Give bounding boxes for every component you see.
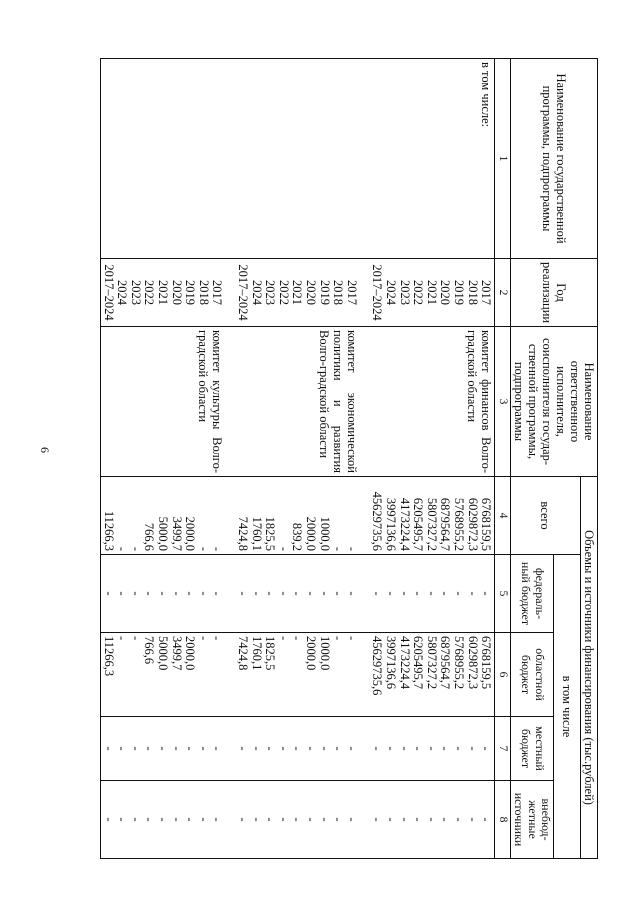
amount-value: 2000,0 [183, 516, 198, 551]
local-column [100, 717, 494, 781]
group-separator [359, 558, 371, 629]
amount-value: - [101, 746, 116, 751]
year-value: 2022 [276, 280, 291, 305]
year-value: 2023 [397, 280, 412, 305]
amount-value: - [183, 817, 198, 822]
amount-value: 2000,0 [304, 516, 318, 551]
amount-value: - [317, 746, 332, 751]
amount-value: 4173224,4 [397, 636, 412, 690]
group-separator [224, 480, 236, 551]
amount-value: 839,2 [290, 522, 305, 551]
amount-value: - [142, 817, 157, 822]
amount-value: - [317, 591, 332, 596]
amount-value: - [344, 746, 359, 751]
amount-value: - [210, 591, 225, 596]
amount-value: - [438, 591, 453, 596]
amount-value: - [383, 746, 398, 751]
amount-value: - [370, 591, 385, 596]
column-number: 3 [495, 327, 511, 477]
group-separator [224, 558, 236, 629]
amount-value: - [397, 591, 412, 596]
year-value: 2017 [479, 280, 494, 305]
amount-value: 1000,0 [317, 516, 332, 551]
group-separator [359, 330, 371, 473]
amount-value: - [344, 546, 359, 551]
amount-value: - [196, 546, 211, 551]
amount-value: - [115, 746, 130, 751]
group-separator [224, 636, 236, 713]
year-value: 2018 [196, 280, 211, 305]
amount-value: - [210, 817, 225, 822]
header-local: местный бюджет [511, 717, 554, 781]
amount-value: 1000,0 [317, 636, 332, 671]
header-program: Наименование государственной программы, подпрограммы [511, 59, 598, 259]
amount-value: 3997136,6 [383, 636, 398, 690]
group-separator [359, 480, 371, 551]
amount-value: - [196, 636, 211, 641]
column-number: 5 [495, 555, 511, 633]
group-separator [224, 262, 236, 323]
amount-value: - [438, 817, 453, 822]
amount-value: - [101, 591, 116, 596]
group-0-federal [371, 558, 493, 629]
amount-value: - [276, 746, 291, 751]
amount-value: - [263, 817, 278, 822]
total-column [100, 477, 494, 555]
amount-value: - [424, 817, 439, 822]
year-value: 2018 [465, 280, 480, 305]
amount-value: - [236, 817, 251, 822]
amount-value: - [331, 546, 346, 551]
amount-value: - [411, 746, 426, 751]
amount-value: - [128, 746, 143, 751]
year-value: 2021 [290, 280, 305, 305]
year-value: 2018 [331, 280, 346, 305]
group-2-federal [102, 558, 224, 629]
amount-value: - [196, 817, 211, 822]
amount-value: - [411, 591, 426, 596]
group-0-total [371, 480, 493, 551]
amount-value: - [290, 746, 305, 751]
year-value: 2023 [263, 280, 278, 305]
amount-value: 6879564,7 [438, 636, 453, 690]
group-separator [359, 262, 371, 323]
amount-value: - [344, 591, 359, 596]
year-value: 2021 [156, 280, 171, 305]
extra-column [100, 781, 494, 859]
group-1-local [236, 720, 358, 777]
group-2-total [102, 480, 224, 551]
amount-value: 5807327,2 [424, 636, 439, 690]
executor-column [100, 327, 494, 477]
amount-value: 6768159,5 [479, 497, 494, 551]
amount-value: - [128, 546, 143, 551]
year-value: 2024 [249, 280, 264, 305]
amount-value: - [344, 636, 359, 641]
amount-value: - [115, 546, 130, 551]
year-value: 2021 [424, 280, 439, 305]
amount-value: - [263, 746, 278, 751]
amount-value: - [115, 636, 130, 641]
rotated-page-content [101, 58, 598, 858]
amount-value: - [128, 817, 143, 822]
year-value: 2020 [438, 280, 453, 305]
amount-value: - [424, 591, 439, 596]
amount-value: - [479, 591, 494, 596]
header-total: всего [511, 477, 581, 555]
year-value: 2017–2024 [101, 264, 116, 321]
amount-value: 11266,3 [101, 636, 116, 677]
regional-column [100, 633, 494, 717]
header-federal: федераль-ный бюджет [511, 555, 554, 633]
amount-value: 5000,0 [156, 636, 171, 671]
amount-value: 7424,8 [236, 516, 251, 551]
amount-value: - [156, 591, 171, 596]
year-column [100, 259, 494, 327]
header-year: Год реализации [511, 259, 598, 327]
amount-value: 3499,7 [169, 636, 184, 671]
amount-value: 3997136,6 [383, 497, 398, 551]
amount-value: - [411, 817, 426, 822]
amount-value: - [370, 817, 385, 822]
group-1-executor: комитет экономической политики и развития Волго-градской области [316, 330, 359, 473]
amount-value: - [451, 746, 466, 751]
year-value: 2017–2024 [236, 264, 251, 321]
column-number: 8 [495, 781, 511, 859]
amount-value: 45629735,6 [370, 491, 385, 551]
group-2-local [102, 720, 224, 777]
amount-value: - [183, 746, 198, 751]
group-0-years [371, 262, 493, 323]
amount-value: - [344, 817, 359, 822]
amount-value: - [156, 817, 171, 822]
column-number: 1 [495, 59, 511, 259]
group-separator [359, 720, 371, 777]
amount-value: - [331, 636, 346, 641]
amount-value: - [451, 591, 466, 596]
amount-value: - [276, 636, 291, 641]
header-including: в том числе [554, 555, 581, 859]
year-value: 2019 [183, 280, 198, 305]
group-0-executor: комитет финансов Волго-градской области [465, 330, 494, 473]
year-value: 2024 [383, 280, 398, 305]
amount-value: 1760,1 [249, 636, 264, 671]
amount-value: - [169, 746, 184, 751]
page-number: 6 [38, 447, 52, 453]
amount-value: - [397, 817, 412, 822]
amount-value: 5768955,2 [451, 636, 466, 690]
program-cell [100, 59, 494, 259]
amount-value: 2000,0 [183, 636, 198, 671]
amount-value: - [115, 817, 130, 822]
group-1-years [236, 262, 358, 323]
amount-value: 2000,0 [304, 636, 318, 671]
amount-value: - [331, 591, 346, 596]
amount-value: - [249, 746, 264, 751]
column-number: 2 [495, 259, 511, 327]
amount-value: - [290, 817, 305, 822]
amount-value: - [169, 817, 184, 822]
amount-value: - [397, 746, 412, 751]
amount-value: - [465, 817, 480, 822]
group-1-federal [236, 558, 358, 629]
amount-value: 1825,5 [263, 636, 278, 671]
amount-value: - [169, 591, 184, 596]
amount-value: - [331, 817, 346, 822]
federal-column [100, 555, 494, 633]
amount-value: - [424, 746, 439, 751]
amount-value: - [438, 746, 453, 751]
amount-value: - [128, 591, 143, 596]
amount-value: - [370, 746, 385, 751]
amount-value: 4173224,4 [397, 497, 412, 551]
year-value: 2019 [317, 280, 332, 305]
amount-value: - [451, 817, 466, 822]
year-value: 2019 [451, 280, 466, 305]
header-regional: областной бюджет [511, 633, 554, 717]
group-separator [359, 784, 371, 855]
amount-value: - [276, 591, 291, 596]
year-value: 2017 [344, 280, 359, 305]
group-separator [224, 720, 236, 777]
amount-value: 11266,3 [101, 510, 116, 551]
amount-value: - [304, 746, 318, 751]
group-0-local [371, 720, 493, 777]
amount-value: 1760,1 [249, 516, 264, 551]
amount-value: - [210, 746, 225, 751]
amount-value: - [479, 746, 494, 751]
column-number: 7 [495, 717, 511, 781]
group-separator [359, 636, 371, 713]
amount-value: - [304, 591, 318, 596]
amount-value: 6879564,7 [438, 497, 453, 551]
header-extra: внебюд-жетные источники [511, 781, 554, 859]
amount-value: - [236, 746, 251, 751]
amount-value: - [210, 636, 225, 641]
amount-value: 766,6 [142, 522, 157, 551]
year-value: 2017–2024 [370, 264, 385, 321]
amount-value: 6205495,7 [411, 636, 426, 690]
group-0-regional [371, 636, 493, 713]
amount-value: - [183, 591, 198, 596]
group-0-extra [371, 784, 493, 855]
amount-value: 5768955,2 [451, 497, 466, 551]
amount-value: - [156, 746, 171, 751]
amount-value: 766,6 [142, 636, 157, 665]
amount-value: 3499,7 [169, 516, 184, 551]
amount-value: - [383, 817, 398, 822]
amount-value: 1825,5 [263, 516, 278, 551]
amount-value: - [290, 636, 305, 641]
amount-value: - [290, 591, 305, 596]
amount-value: 6205495,7 [411, 497, 426, 551]
group-2-executor: комитет культуры Волго-градской области [196, 330, 225, 473]
amount-value: 6768159,5 [479, 636, 494, 690]
column-number: 4 [495, 477, 511, 555]
amount-value: - [465, 591, 480, 596]
year-value: 2020 [304, 280, 318, 305]
amount-value: - [142, 591, 157, 596]
amount-value: - [317, 817, 332, 822]
group-separator [224, 330, 236, 473]
amount-value: - [142, 746, 157, 751]
year-value: 2024 [115, 280, 130, 305]
group-2-extra [102, 784, 224, 855]
amount-value: - [249, 817, 264, 822]
amount-value: - [128, 636, 143, 641]
program-label: в том числе: [479, 62, 494, 128]
group-1-total [236, 480, 358, 551]
amount-value: 5807327,2 [424, 497, 439, 551]
amount-value: 6029872,3 [465, 497, 480, 551]
amount-value: - [465, 746, 480, 751]
header-executor: Наименование ответственного исполнителя, соисполнителя государ-ственной программы, подпрограммы [511, 327, 598, 477]
financing-table [100, 58, 598, 859]
amount-value: - [249, 591, 264, 596]
year-value: 2017 [210, 280, 225, 305]
year-value: 2022 [411, 280, 426, 305]
amount-value: 45629735,6 [370, 636, 385, 696]
year-value: 2022 [142, 280, 157, 305]
amount-value: - [276, 546, 291, 551]
group-2-years [102, 262, 224, 323]
column-number-row [495, 59, 511, 859]
amount-value: - [210, 546, 225, 551]
group-1-regional [236, 636, 358, 713]
table-body-row [100, 59, 494, 859]
amount-value: - [236, 591, 251, 596]
amount-value: 5000,0 [156, 516, 171, 551]
amount-value: - [304, 817, 318, 822]
amount-value: - [331, 746, 346, 751]
amount-value: - [101, 817, 116, 822]
group-1-extra [236, 784, 358, 855]
amount-value: - [115, 591, 130, 596]
column-number: 6 [495, 633, 511, 717]
year-value: 2020 [169, 280, 184, 305]
group-2-regional [102, 636, 224, 713]
amount-value: - [263, 591, 278, 596]
amount-value: 7424,8 [236, 636, 251, 671]
amount-value: - [196, 746, 211, 751]
amount-value: 6029872,3 [465, 636, 480, 690]
amount-value: - [196, 591, 211, 596]
group-separator [224, 784, 236, 855]
amount-value: - [276, 817, 291, 822]
amount-value: - [479, 817, 494, 822]
year-value: 2023 [128, 280, 143, 305]
header-volumes: Объемы и источники финансирования (тыс.рублей) [581, 477, 598, 859]
amount-value: - [383, 591, 398, 596]
